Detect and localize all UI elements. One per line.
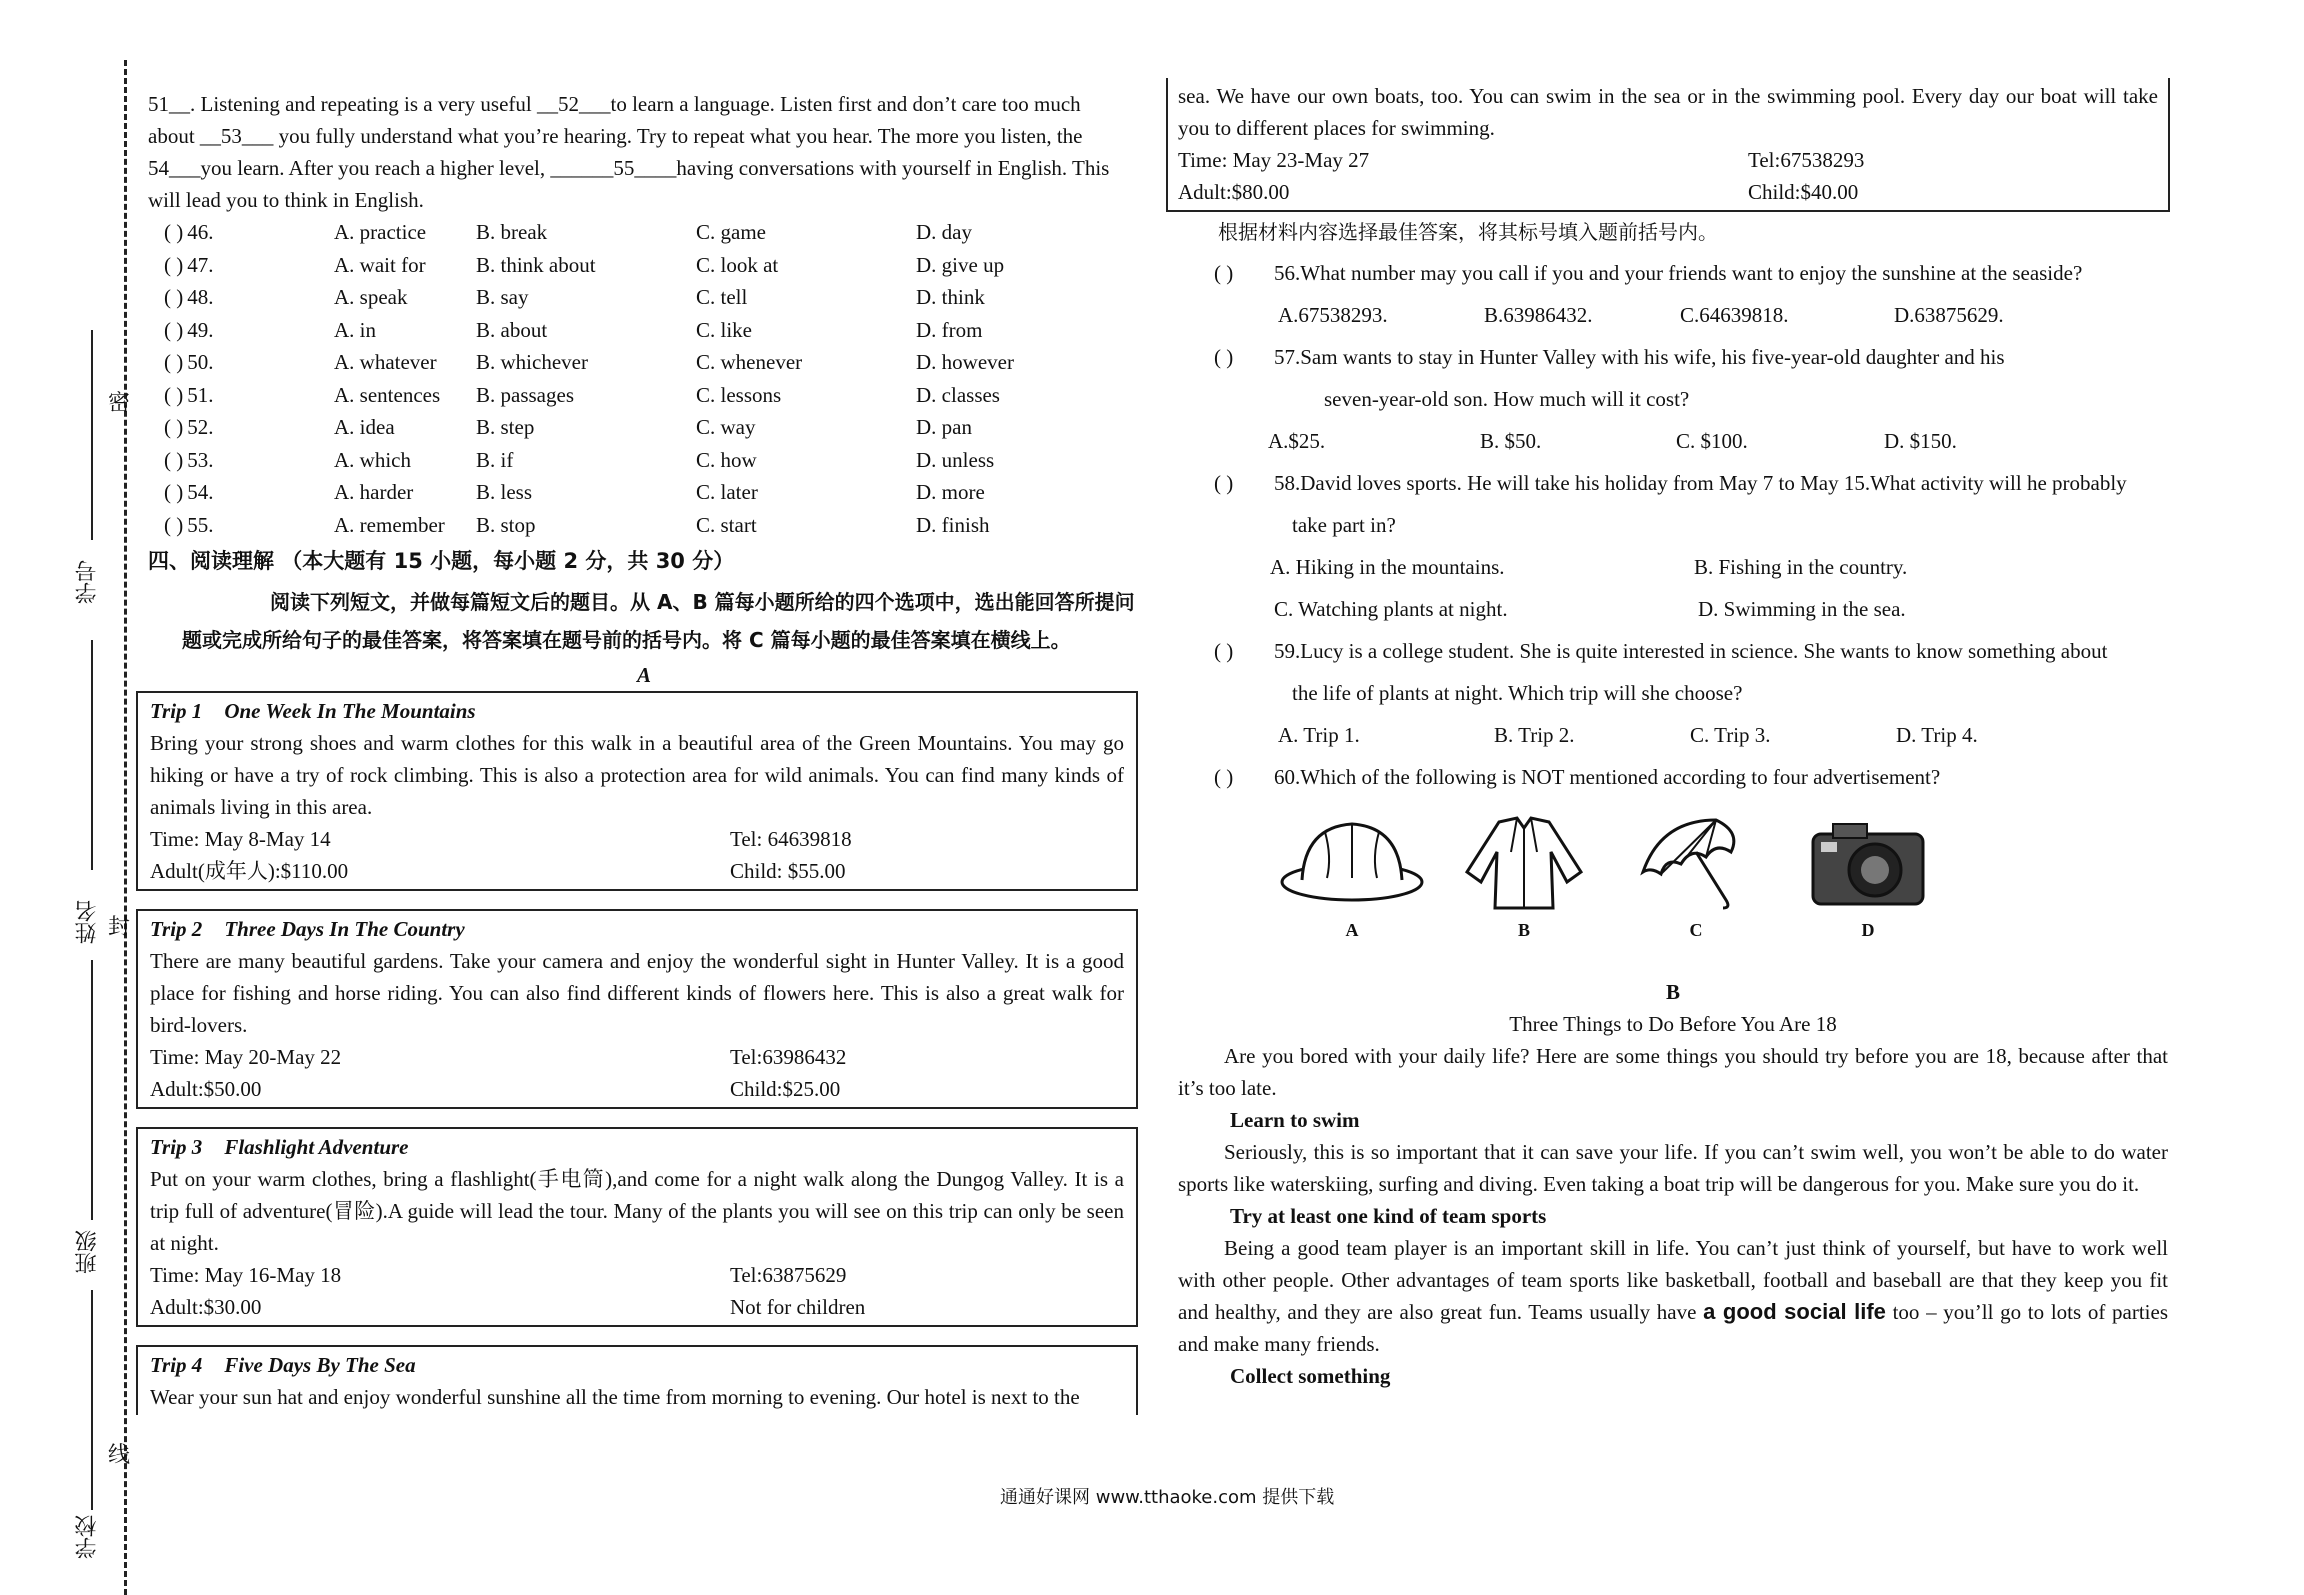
- question-stem: 59.Lucy is a college student. She is quite interested in science. She wants to know something about: [1274, 639, 2108, 663]
- option-b: B. think about: [476, 252, 596, 277]
- camera-icon: [1793, 812, 1943, 912]
- trip-tel: Tel:63875629: [730, 1263, 847, 1287]
- name-label: 姓名: [75, 900, 100, 944]
- choice: D. Trip 4.: [1896, 723, 1978, 747]
- option-b: B. break: [476, 220, 548, 244]
- trip-number: Trip 1: [150, 699, 203, 723]
- question-instructions: 根据材料内容选择最佳答案，将其标号填入题前括号内。: [1218, 220, 1718, 244]
- cloze-line: 54___you learn. After you reach a higher level, ______55____having conversations with yourself in English. This: [148, 156, 1110, 180]
- option-d: D. from: [916, 317, 983, 342]
- option-c: C. game: [696, 220, 766, 244]
- question-stem-cont: take part in?: [1292, 513, 1396, 537]
- trip-body: Wear your sun hat and enjoy wonderful sunshine all the time from morning to evening. Our hotel is next to the: [150, 1385, 1080, 1409]
- id-line-lower: [91, 640, 93, 870]
- option-row: [164, 411, 1014, 444]
- answer-paren[interactable]: [164, 411, 334, 444]
- picture-label-d: D: [1861, 920, 1875, 940]
- name-line: [91, 960, 93, 1220]
- answer-paren[interactable]: [164, 216, 334, 249]
- option-row: [164, 314, 1014, 347]
- choice: A. Trip 1.: [1278, 723, 1360, 747]
- trip-tel: Tel:63986432: [730, 1045, 847, 1069]
- trip-title: [150, 1131, 1124, 1163]
- option-c: C. way: [696, 415, 756, 439]
- choice: B. Trip 2.: [1494, 723, 1575, 747]
- trip4-body-cont: sea. We have our own boats, too. You can swim in the sea or in the swimming pool. Every day our boat will take you to different places for swimming.: [1178, 84, 2158, 140]
- question-stem-cont: the life of plants at night. Which trip will she choose?: [1292, 681, 1743, 705]
- question-number: 50.: [187, 350, 214, 374]
- option-row: [164, 216, 1014, 249]
- trip-time: Time: May 8-May 14: [150, 827, 331, 851]
- trip-body: Bring your strong shoes and warm clothes for this walk in a beautiful area of the Green Mountains. You may go hiking or have a try of rock climbing. This is also a protection area for wild animals. You can find many kinds of animals living in this area.: [150, 731, 1124, 819]
- answer-paren[interactable]: [164, 314, 334, 347]
- cloze-line: about __53___ you fully understand what you’re hearing. Try to repeat what you hear. The more you listen, the: [148, 124, 1083, 148]
- option-b: B. whichever: [476, 350, 588, 374]
- seal-char-mi: 密: [108, 391, 131, 416]
- seal-char-feng: 封: [108, 915, 131, 940]
- answer-paren[interactable]: ( ): [1214, 345, 1234, 369]
- choice: C. Trip 3.: [1690, 723, 1771, 747]
- question-number: 55.: [187, 512, 214, 537]
- choice: B.63986432.: [1484, 303, 1593, 327]
- trip-adult-price: Adult(成年人):$110.00: [150, 859, 349, 883]
- left-column: [148, 88, 1140, 1415]
- question-58-choices-row2: [1274, 588, 2168, 630]
- choice: A.$25.: [1268, 429, 1326, 453]
- trip-title: [150, 695, 1124, 727]
- option-d: D. pan: [916, 415, 972, 439]
- option-d: D. classes: [916, 382, 1000, 407]
- option-c: C. start: [696, 512, 757, 537]
- picture-options: [1268, 812, 2168, 946]
- option-d: D. think: [916, 285, 985, 309]
- option-b: B. about: [476, 317, 548, 342]
- option-a: A. wait for: [334, 252, 426, 277]
- option-b: B. stop: [476, 512, 536, 537]
- page-footer: 通通好课网 www.tthaoke.com 提供下载: [1000, 1487, 1335, 1508]
- question-60: [1214, 756, 2168, 798]
- trip4-tel: Tel:67538293: [1748, 148, 1865, 172]
- answer-paren[interactable]: [164, 476, 334, 509]
- option-d: D. day: [916, 220, 972, 244]
- answer-paren[interactable]: [164, 379, 334, 412]
- question-number: 49.: [187, 317, 214, 342]
- option-row: [164, 281, 1014, 314]
- paren[interactable]: ( ): [164, 480, 184, 504]
- seal-dashed-line: [124, 60, 127, 1595]
- trip-adult-price: Adult:$30.00: [150, 1295, 262, 1319]
- student-id-line: [91, 330, 93, 540]
- choice: D.63875629.: [1894, 303, 2004, 327]
- answer-paren[interactable]: ( ): [1214, 639, 1234, 663]
- option-d: D. finish: [916, 512, 990, 537]
- trip-name: One Week In The Mountains: [224, 699, 476, 723]
- answer-paren[interactable]: [164, 281, 334, 314]
- trip-number: Trip 2: [150, 917, 203, 941]
- umbrella-icon: [1621, 812, 1771, 912]
- reading-section-title: 四、阅读理解 （本大题有 15 小题，每小题 2 分，共 30 分）: [148, 549, 735, 573]
- question-stem: 60.Which of the following is NOT mentioned according to four advertisement?: [1274, 765, 1941, 789]
- trip-tel: Tel: 64639818: [730, 827, 852, 851]
- binding-margin: [0, 0, 130, 1595]
- option-c: C. like: [696, 317, 752, 342]
- option-c: C. tell: [696, 285, 748, 309]
- trip-child-price: Child:$25.00: [730, 1077, 841, 1101]
- picture-label-c: C: [1689, 920, 1703, 940]
- answer-paren[interactable]: ( ): [1214, 765, 1234, 789]
- answer-paren[interactable]: [164, 346, 334, 379]
- trip-adult-price: Adult:$50.00: [150, 1077, 262, 1101]
- paren[interactable]: ( ): [164, 350, 184, 374]
- choice: C. Watching plants at night.: [1274, 597, 1508, 621]
- trip4-child: Child:$40.00: [1748, 180, 1859, 204]
- trip-number: Trip 4: [150, 1353, 203, 1377]
- option-a: A. harder: [334, 480, 414, 504]
- trip-number: Trip 3: [150, 1135, 203, 1159]
- choice: C.64639818.: [1680, 303, 1789, 327]
- trip-title: [150, 1349, 1124, 1381]
- option-d: D. however: [916, 350, 1014, 374]
- trip-box: [136, 691, 1138, 891]
- passage-b-heading: Try at least one kind of team sports: [1230, 1204, 1547, 1228]
- question-stem: 58.David loves sports. He will take his holiday from May 7 to May 15.What activity will he probably: [1274, 471, 2127, 495]
- option-a: A. idea: [334, 415, 395, 439]
- passage-b-intro: Are you bored with your daily life? Here are some things you should try before you are 18, because after that it’s too late.: [1178, 1044, 2168, 1100]
- option-c: C. later: [696, 480, 758, 504]
- picture-option-b: [1440, 812, 1608, 946]
- school-label: 学校: [75, 1515, 100, 1559]
- option-a: A. whatever: [334, 350, 437, 374]
- trip4-continuation: [1166, 78, 2170, 212]
- choice: A.67538293.: [1278, 303, 1388, 327]
- question-number: 48.: [187, 285, 214, 309]
- option-d: D. unless: [916, 447, 995, 472]
- right-column: [1178, 84, 2168, 1392]
- option-row: [164, 476, 1014, 509]
- option-b: B. say: [476, 285, 529, 309]
- paragraph-text: Being a good team player is an important skill in life. You can’t just think of yourself, but have to work well with other people. Other advantages of team sports like basketball, football and baseball are that they keep you fit and healthy, and they are also great fun. Teams usually have: [1178, 1236, 2168, 1324]
- trip-box: [136, 909, 1138, 1109]
- question-57-choices: [1268, 420, 2168, 462]
- paren[interactable]: ( ): [164, 317, 184, 342]
- paragraph-text: too – you’ll go to lots of parties and make many friends.: [1178, 1300, 2168, 1356]
- jacket-icon: [1449, 812, 1599, 912]
- question-number: 47.: [187, 252, 214, 277]
- option-a: A. practice: [334, 220, 427, 244]
- question-stem: 57.Sam wants to stay in Hunter Valley with his wife, his five-year-old daughter and his: [1274, 345, 2005, 369]
- choice: A. Hiking in the mountains.: [1270, 555, 1505, 579]
- question-number: 52.: [187, 415, 214, 439]
- option-row: [164, 509, 1014, 542]
- option-row: [164, 346, 1014, 379]
- trip-box: [136, 1345, 1138, 1415]
- reading-instructions: 阅读下列短文，并做每篇短文后的题目。从 A、B 篇每小题所给的四个选项中，选出能回答所提问题或完成所给句子的最佳答案，将答案填在题号前的括号内。将 C 篇每小题的最佳答案填在横线上。: [182, 590, 1135, 652]
- option-a: A. speak: [334, 285, 408, 309]
- option-d: D. more: [916, 480, 985, 504]
- option-row: [164, 249, 1014, 282]
- trip-title: [150, 913, 1124, 945]
- answer-paren[interactable]: ( ): [1214, 471, 1234, 495]
- choice: D. $150.: [1884, 429, 1957, 453]
- option-d: D. give up: [916, 252, 1005, 277]
- paren[interactable]: ( ): [164, 415, 184, 439]
- picture-label-b: B: [1517, 920, 1530, 940]
- option-c: C. how: [696, 447, 757, 472]
- part-b-label: B: [1665, 980, 1680, 1004]
- paren[interactable]: ( ): [164, 382, 184, 407]
- passage-b-heading: Learn to swim: [1230, 1108, 1360, 1132]
- question-57: [1214, 336, 2168, 420]
- student-id-label: 学号: [75, 560, 100, 604]
- trip-time: Time: May 16-May 18: [150, 1263, 342, 1287]
- question-number: 51.: [187, 382, 214, 407]
- answer-paren[interactable]: [164, 444, 334, 477]
- paren[interactable]: ( ): [164, 252, 184, 277]
- option-c: C. look at: [696, 252, 779, 277]
- answer-paren[interactable]: [164, 509, 334, 542]
- option-b: B. step: [476, 415, 535, 439]
- option-b: B. passages: [476, 382, 574, 407]
- option-b: B. less: [476, 480, 533, 504]
- part-a-label: A: [636, 663, 651, 687]
- class-line: [91, 1290, 93, 1510]
- answer-paren[interactable]: ( ): [1214, 261, 1234, 285]
- choice: D. Swimming in the sea.: [1698, 597, 1906, 621]
- option-a: A. remember: [334, 512, 445, 537]
- option-a: A. in: [334, 317, 376, 342]
- question-58-choices-row1: [1270, 546, 2168, 588]
- option-row: [164, 444, 1014, 477]
- paren[interactable]: ( ): [164, 447, 184, 472]
- trip-body: Put on your warm clothes, bring a flashlight(手电筒),and come for a night walk along the Dungog Valley. It is a trip full of adventure(冒险).A guide will lead the tour. Many of the plants you will see on this trip can only be seen at night.: [150, 1167, 1124, 1255]
- trip4-time: Time: May 23-May 27: [1178, 148, 1370, 172]
- trip-time: Time: May 20-May 22: [150, 1045, 342, 1069]
- trip-body: There are many beautiful gardens. Take your camera and enjoy the wonderful sight in Hunter Valley. It is a good place for fishing and horse riding. You can also find different kinds of flowers here. This is also a great walk for bird-lovers.: [150, 949, 1124, 1037]
- passage-b-heading: Collect something: [1230, 1364, 1391, 1388]
- option-c: C. lessons: [696, 382, 782, 407]
- trip-list: [148, 691, 1140, 1415]
- question-56: [1214, 252, 2168, 294]
- option-a: A. which: [334, 447, 411, 472]
- question-number: 53.: [187, 447, 214, 472]
- option-a: A. sentences: [334, 382, 441, 407]
- trip-child-price: Child: $55.00: [730, 859, 846, 883]
- option-b: B. if: [476, 447, 514, 472]
- seal-char-xian: 线: [108, 1443, 131, 1468]
- choice: B. Fishing in the country.: [1694, 555, 1908, 579]
- cloze-line: will lead you to think in English.: [148, 188, 424, 212]
- sun-hat-icon: [1277, 812, 1427, 912]
- paren[interactable]: ( ): [164, 220, 184, 244]
- trip-name: Five Days By The Sea: [224, 1353, 416, 1377]
- cloze-options-table: [164, 216, 1014, 541]
- bold-phrase: a good social life: [1703, 1299, 1886, 1324]
- passage-b-title: Three Things to Do Before You Are 18: [1509, 1012, 1837, 1036]
- question-59: [1214, 630, 2168, 714]
- passage-b-paragraph: [1178, 1232, 2168, 1360]
- choice: B. $50.: [1480, 429, 1542, 453]
- question-56-choices: [1278, 294, 2168, 336]
- answer-paren[interactable]: [164, 249, 334, 282]
- cloze-line: 51__. Listening and repeating is a very useful __52___to learn a language. Listen first and don’t care too much: [148, 92, 1081, 116]
- paren[interactable]: ( ): [164, 285, 184, 309]
- question-58: [1214, 462, 2168, 546]
- picture-label-a: A: [1345, 920, 1359, 940]
- paren[interactable]: ( ): [164, 512, 184, 537]
- picture-option-c: [1612, 812, 1780, 946]
- question-59-choices: [1278, 714, 2168, 756]
- question-stem: 56.What number may you call if you and your friends want to enjoy the sunshine at the seaside?: [1274, 261, 2083, 285]
- trip-name: Three Days In The Country: [224, 917, 465, 941]
- question-number: 54.: [187, 480, 214, 504]
- trip-box: [136, 1127, 1138, 1327]
- passage-b-paragraph: Seriously, this is so important that it can save your life. If you can’t swim well, you won’t be able to do water sports like waterskiing, surfing and diving. Even taking a boat trip will be dangerous for you. Make sure you do it.: [1178, 1140, 2168, 1196]
- option-c: C. whenever: [696, 350, 803, 374]
- option-row: [164, 379, 1014, 412]
- cloze-passage: [148, 88, 1140, 216]
- question-number: 46.: [187, 220, 214, 244]
- trip-name: Flashlight Adventure: [224, 1135, 409, 1159]
- question-stem-cont: seven-year-old son. How much will it cost?: [1324, 387, 1690, 411]
- picture-option-a: [1268, 812, 1436, 946]
- picture-option-d: [1784, 812, 1952, 946]
- class-label: 班级: [75, 1230, 100, 1274]
- trip-child-price: Not for children: [730, 1295, 866, 1319]
- trip4-adult: Adult:$80.00: [1178, 180, 1290, 204]
- choice: C. $100.: [1676, 429, 1748, 453]
